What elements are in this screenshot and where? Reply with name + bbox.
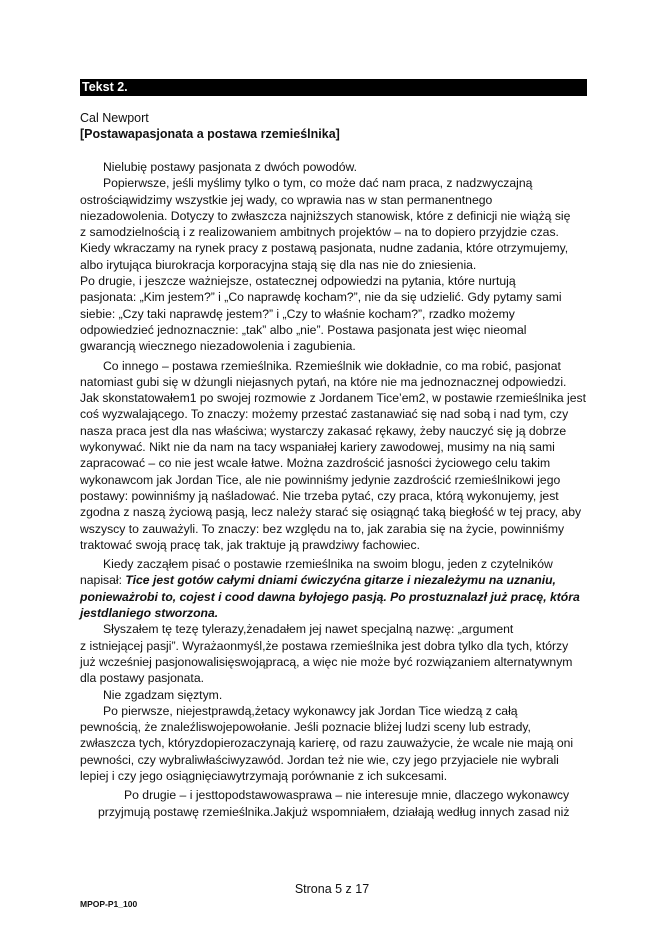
article-title: [Postawapasjonata a postawa rzemieślnika] <box>80 127 340 141</box>
text-line: Nielubię postawy pasjonata z dwóch powodów. <box>103 160 358 174</box>
text-line: lepiej i czy jego osiągnięciawytrzymają porównanie z ich sukcesami. <box>80 768 448 783</box>
paragraph-3 <box>80 273 590 354</box>
text-line: dla postawy pasjonata. <box>80 671 204 686</box>
text-line: postawy: powinniśmy ją naśladować. Nie trzeba pytać, czy praca, którą wykonujemy, jest <box>80 488 559 503</box>
text-line: z istniejącej pasji”. Wyrażaonmyśl,że postawa rzemieślnika jest dobra tylko dla tych, którzy <box>80 638 569 653</box>
paragraph-6 <box>80 621 590 686</box>
text-line: coś wyzwalającego. To znaczy: możemy przestać zastanawiać się nad sobą i nad tym, czy <box>80 407 569 422</box>
article-body <box>80 159 590 820</box>
text-line: wykonywać. Nikt nie da nam na tacy wspaniałej kariery zawodowej, musimy na nią sami <box>80 440 555 455</box>
author-name: Cal Newport <box>80 111 149 125</box>
text-line: Co innego – postawa rzemieślnika. Rzemieślnik wie dokładnie, co ma robić, pasjonat <box>103 358 561 373</box>
reader-quote-line: Tice jest gotów całymi dniami ćwiczyćna gitarze i niezależymu na uznaniu, <box>125 573 556 588</box>
text-line: ostrościąwidzimy wszystkie jej wady, co wprawia nas w stan permanentnego <box>80 192 493 207</box>
reader-quote-line: ponieważrobi to, cojest i cood dawna byłojego pasją. Po prostuznalazł już pracę, która <box>80 589 580 604</box>
text-line: pasjonata: „Kim jestem?” i „Co naprawdę kocham?”, nie da się udzielić. Gdy pytamy sami <box>80 290 562 305</box>
text-line: zwłaszcza tych, któryzdopierozaczynają karierę, od razu zauważycie, że wcale nie mają oni <box>80 736 574 751</box>
page-number: Strona 5 z 17 <box>294 882 370 896</box>
text-line: wykonawcom jak Jordan Tice, ale nie powinniśmy jedynie zazdrościć rzemieślnikowi jego <box>80 472 561 487</box>
text-line: Kiedy wkraczamy na rynek pracy z postawą pasjonata, nudne zadania, które otrzymujemy, <box>80 241 569 256</box>
text-line: odpowiedzieć jednoznacznie: „tak” albo „nie”. Postawa pasjonata jest więc nieomal <box>80 322 527 337</box>
paragraph-5 <box>80 556 590 621</box>
text-line: traktować swoją pracę tak, jak traktuje ją prawdziwy fachowiec. <box>80 537 421 552</box>
text-line: Kiedy zacząłem pisać o postawie rzemieślnika na swoim blogu, jeden z czytelników <box>103 557 553 572</box>
text-line: natomiast gubi się w dżungli niejasnych pytań, na które nie ma jednoznacznej odpowiedzi. <box>80 374 567 389</box>
text-line: Po pierwsze, niejestprawdą,żetacy wykonawcy jak Jordan Tice wiedzą z całą <box>103 703 518 718</box>
text-line: zgodna z naszą życiową pasją, lecz należy starać się osiągnąć taką biegłość w tej pracy, aby <box>80 505 582 520</box>
text-line: zapracować – co nie jest wcale łatwe. Można zazdrościć jasności życiowego celu takim <box>80 456 551 471</box>
text-header-label: Tekst 2. <box>82 80 128 94</box>
text-line: przyjmują postawę rzemieślnika.Jakjuż wspomniałem, działają według innych zasad niż <box>98 804 570 819</box>
paragraph-9 <box>80 787 590 820</box>
text-line: niezadowolenia. Dotyczy to zwłaszcza najniższych stanowisk, które z definicji nie wiążą się <box>80 208 571 223</box>
document-code: MPOP-P1_100 <box>80 899 138 909</box>
text-line: siebie: „Czy taki naprawdę jestem?” i „Czy to właśnie kocham?”, rzadko możemy <box>80 306 515 321</box>
paragraph-7 <box>80 687 590 703</box>
paragraph-4 <box>80 358 590 554</box>
text-line: nasza praca jest dla nas właściwa; wystarczy zakasać rękawy, żeby nauczyć się ją dobrze <box>80 423 567 438</box>
paragraph-2 <box>80 175 590 273</box>
text-line: pewności, czy wybraliwłaściwyzawód. Jordan też nie wie, czy jego przyjaciele nie wybrali <box>80 752 559 767</box>
text-line: wszyscy to zauważyli. To znaczy: bez względu na to, jak zarabia się na życie, powinniśmy <box>80 521 565 536</box>
text-line: Po drugie – i jesttopodstawowasprawa – nie interesuje mnie, dlaczego wykonawcy <box>124 788 570 803</box>
paragraph-1 <box>80 159 590 175</box>
text-line: Jak skonstatowałem1 po swojej rozmowie z Jordanem Tice’em2, w postawie rzemieślnika jest <box>80 391 586 406</box>
text-header-bar <box>80 79 587 96</box>
text-line: już wcześniej pasjonowalisięswojąpracą, a więc nie może być rozwiązaniem alternatywnym <box>80 654 573 669</box>
text-line: pewnością, że znaleźliswojepowołanie. Jeśli poznacie bliżej ludzi sceny lub estrady, <box>80 720 531 735</box>
text-line: Nie zgadzam sięztym. <box>103 687 223 702</box>
text-line: albo irytująca biurokracja korporacyjna stają się dla nas nie do zniesienia. <box>80 257 477 272</box>
text-line: Słyszałem tę tezę tylerazy,żenadałem jej nawet specjalną nazwę: „argument <box>103 622 514 637</box>
text-line: gwarancją wiecznego niezadowolenia i zagubienia. <box>80 339 356 354</box>
text-line: Po drugie, i jeszcze ważniejsze, ostatecznej odpowiedzi na pytania, które nurtują <box>80 274 516 289</box>
text-line: Popierwsze, jeśli myślimy tylko o tym, co może dać nam praca, z nadzwyczajną <box>103 176 533 191</box>
text-line: z samodzielnością i z realizowaniem ambitnych projektów – na to dopiero przyjdzie czas. <box>80 225 559 240</box>
quote-intro: napisał: <box>80 573 126 588</box>
text-line <box>80 572 590 588</box>
reader-quote-line: jestdlaniego stworzona. <box>80 606 219 621</box>
paragraph-8 <box>80 703 590 784</box>
